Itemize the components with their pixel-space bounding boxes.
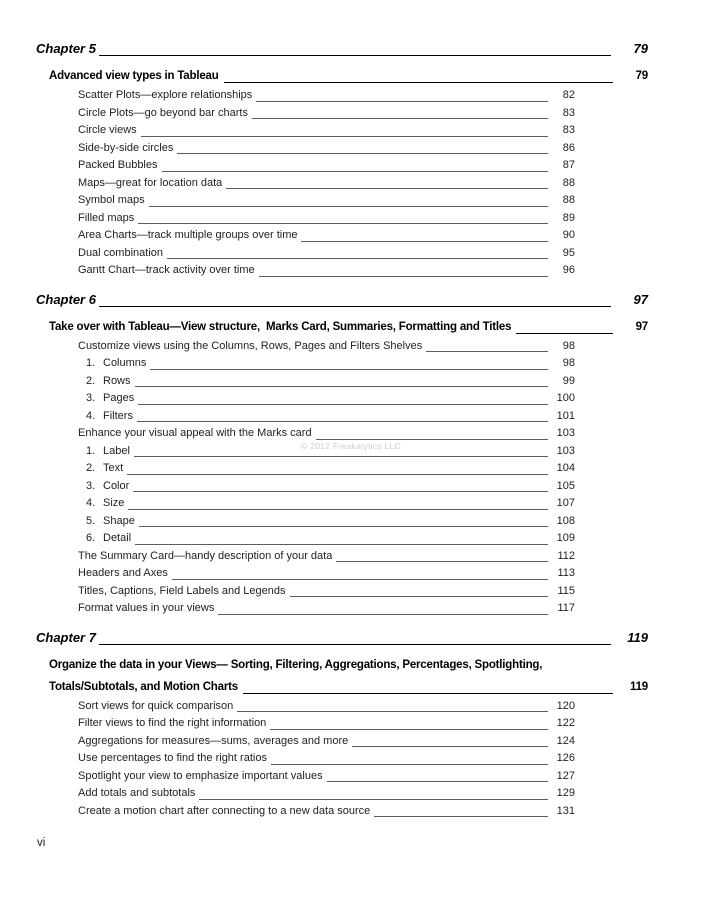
- entry-number: 3.: [86, 479, 96, 492]
- entry-label: Side-by-side circles: [78, 141, 174, 154]
- toc-entry-row: [78, 122, 575, 140]
- entry-page: 83: [562, 106, 575, 119]
- leader-line: [199, 799, 548, 800]
- entry-list: [78, 698, 575, 821]
- entry-list: [78, 338, 575, 618]
- entry-label: Shape: [103, 514, 135, 527]
- entry-page: 86: [562, 141, 575, 154]
- entry-number: 6.: [86, 532, 96, 544]
- entry-label: Packed Bubbles: [78, 159, 158, 171]
- leader-line: [138, 223, 548, 224]
- toc-entry-row: [78, 530, 575, 548]
- watermark: © 2012 Freakalytics LLC: [301, 441, 402, 451]
- entry-label: Filled maps: [78, 211, 135, 224]
- entry-page: 112: [557, 549, 575, 562]
- entry-number: 4.: [86, 497, 96, 509]
- toc-entry-row: [78, 803, 575, 821]
- heading-row: [49, 676, 648, 698]
- entry-page: 105: [556, 479, 575, 492]
- entry-page: 117: [557, 602, 575, 614]
- toc-entry-row: [78, 390, 575, 408]
- entry-label: Color: [103, 479, 130, 492]
- leader-line: [134, 456, 548, 457]
- entry-label: Text: [103, 462, 124, 474]
- entry-number: 2.: [86, 462, 96, 474]
- entry-label: Customize views using the Columns, Rows, Pages and Filters Shelves: [78, 339, 423, 352]
- toc-section: [36, 289, 720, 618]
- leader-line: [256, 101, 548, 102]
- entry-page: 107: [556, 497, 575, 509]
- entry-label: Circle Plots—go beyond bar charts: [78, 106, 248, 119]
- section-heading: [49, 654, 648, 698]
- heading-row: [49, 316, 648, 338]
- leader-line: [135, 386, 548, 387]
- entry-page: 126: [556, 752, 575, 764]
- toc-entry-row: [78, 733, 575, 751]
- leader-line: [259, 276, 548, 277]
- leader-line: [135, 544, 548, 545]
- entry-label: Detail: [103, 532, 132, 544]
- heading-line: Organize the data in your Views— Sorting, Filtering, Aggregations, Percentages, Spotlighting,: [49, 658, 543, 671]
- entry-label: Enhance your visual appeal with the Marks card: [78, 427, 312, 439]
- toc-entry-row: [78, 245, 575, 263]
- toc-entry-row: [78, 495, 575, 513]
- footer-page-number: vi: [37, 837, 46, 849]
- entry-page: 98: [562, 357, 575, 369]
- heading-page: 119: [630, 680, 648, 693]
- entry-label: Size: [103, 497, 125, 509]
- section-heading: [49, 316, 648, 338]
- leader-line: [167, 258, 548, 259]
- toc-entry-row: [78, 785, 575, 803]
- entry-page: 127: [556, 769, 575, 782]
- entry-page: 103: [556, 427, 575, 439]
- heading-row: [49, 65, 648, 87]
- leader-line: [99, 306, 611, 307]
- toc-entry-row: [78, 768, 575, 786]
- leader-line: [177, 153, 548, 154]
- leader-line: [141, 136, 548, 137]
- leader-line: [352, 746, 548, 747]
- chapter-label: Chapter 6: [36, 291, 96, 307]
- leader-line: [327, 781, 548, 782]
- entry-page: 115: [557, 584, 575, 597]
- entry-number: 1.: [86, 444, 96, 457]
- toc-entry-row: [78, 460, 575, 478]
- entry-number: 2.: [86, 374, 96, 387]
- leader-line: [150, 369, 548, 370]
- entry-page: 98: [562, 339, 575, 352]
- toc-entry-row: [78, 262, 575, 280]
- entry-label: Sort views for quick comparison: [78, 699, 234, 712]
- entry-page: 99: [562, 374, 575, 387]
- toc-entry-row: [78, 192, 575, 210]
- heading-page: 79: [635, 70, 648, 82]
- toc-entry-row: [78, 175, 575, 193]
- entry-number: 3.: [86, 392, 96, 404]
- chapter-row: [36, 627, 648, 649]
- entry-label: Label: [103, 444, 130, 457]
- chapter-row: [36, 289, 648, 311]
- entry-label: Scatter Plots—explore relationships: [78, 89, 253, 101]
- entry-page: 88: [562, 194, 575, 206]
- entry-label: The Summary Card—handy description of your data: [78, 549, 333, 562]
- toc-entry-row: [78, 227, 575, 245]
- leader-line: [243, 693, 613, 694]
- entry-page: 129: [556, 787, 575, 799]
- leader-line: [218, 614, 548, 615]
- entry-label: Area Charts—track multiple groups over time: [78, 229, 298, 241]
- leader-line: [224, 82, 613, 83]
- entry-number: 5.: [86, 514, 96, 527]
- entry-page: 113: [557, 567, 575, 579]
- leader-line: [516, 333, 613, 334]
- toc-entry-row: [78, 87, 575, 105]
- toc-entry-row: [78, 425, 575, 443]
- entry-label: Aggregations for measures—sums, averages and more: [78, 734, 349, 747]
- leader-line: [99, 644, 611, 645]
- leader-line: [237, 711, 548, 712]
- chapter-row: [36, 38, 648, 60]
- leader-line: [172, 579, 548, 580]
- entry-page: 120: [556, 699, 575, 712]
- entry-page: 109: [556, 532, 575, 544]
- toc-entry-row: [78, 583, 575, 601]
- chapter-label: Chapter 5: [36, 41, 96, 56]
- entry-page: 131: [556, 804, 575, 817]
- entry-page: 108: [556, 514, 575, 527]
- entry-label: Headers and Axes: [78, 567, 168, 579]
- toc-entry-row: [78, 565, 575, 583]
- leader-line: [290, 596, 549, 597]
- toc-entry-row: [78, 210, 575, 228]
- toc-entry-row: [78, 513, 575, 531]
- leader-line: [133, 491, 548, 492]
- entry-label: Format values in your views: [78, 602, 215, 614]
- leader-line: [137, 421, 548, 422]
- leader-line: [336, 561, 548, 562]
- leader-line: [162, 171, 549, 172]
- entry-page: 88: [562, 176, 575, 189]
- leader-line: [99, 55, 611, 56]
- toc-entry-row: [78, 698, 575, 716]
- entry-label: Dual combination: [78, 246, 163, 259]
- leader-line: [128, 509, 548, 510]
- entry-page: 95: [562, 246, 575, 259]
- toc-entry-row: [78, 548, 575, 566]
- toc-entry-row: [78, 338, 575, 356]
- section-heading: [49, 65, 648, 87]
- entry-page: 87: [562, 159, 575, 171]
- leader-line: [138, 404, 548, 405]
- leader-line: [271, 764, 548, 765]
- heading-label: Advanced view types in Tableau: [49, 70, 219, 82]
- leader-line: [374, 816, 548, 817]
- entry-label: Columns: [103, 357, 147, 369]
- toc-entry-row: [78, 373, 575, 391]
- toc-section: [36, 627, 720, 821]
- heading-label: Take over with Tableau—View structure, Marks Card, Summaries, Formatting and Titles: [49, 320, 512, 333]
- chapter-page: 119: [627, 629, 648, 645]
- toc-entry-row: [78, 478, 575, 496]
- entry-page: 83: [562, 124, 575, 136]
- entry-list: [78, 87, 575, 280]
- entry-label: Maps—great for location data: [78, 176, 223, 189]
- toc-entry-row: [78, 157, 575, 175]
- entry-label: Gantt Chart—track activity over time: [78, 264, 255, 276]
- entry-label: Spotlight your view to emphasize important values: [78, 769, 323, 782]
- entry-label: Use percentages to find the right ratios: [78, 752, 267, 764]
- leader-line: [426, 351, 548, 352]
- toc-entry-row: [78, 105, 575, 123]
- entry-label: Filters: [103, 409, 133, 422]
- leader-line: [226, 188, 548, 189]
- toc-entry-row: [78, 750, 575, 768]
- leader-line: [149, 206, 548, 207]
- toc-entry-row: [78, 715, 575, 733]
- leader-line: [252, 118, 548, 119]
- entry-number: 4.: [86, 409, 96, 422]
- entry-label: Symbol maps: [78, 194, 145, 206]
- leader-line: [301, 241, 548, 242]
- toc-section: [36, 38, 720, 280]
- toc-entry-row: [78, 140, 575, 158]
- leader-line: [316, 439, 548, 440]
- entry-page: 90: [562, 229, 575, 241]
- entry-label: Titles, Captions, Field Labels and Legends: [78, 584, 286, 597]
- chapter-page: 79: [633, 41, 648, 56]
- chapter-page: 97: [633, 291, 648, 307]
- entry-page: 103: [556, 444, 575, 457]
- entry-label: Circle views: [78, 124, 137, 136]
- entry-page: 122: [556, 717, 575, 729]
- leader-line: [270, 729, 548, 730]
- entry-page: 100: [556, 392, 575, 404]
- entry-number: 1.: [86, 357, 96, 369]
- toc-entry-row: [78, 600, 575, 618]
- heading-page: 97: [635, 320, 648, 333]
- toc-sections: [36, 38, 720, 820]
- leader-line: [127, 474, 548, 475]
- entry-label: Pages: [103, 392, 135, 404]
- toc-entry-row: [78, 355, 575, 373]
- entry-page: 96: [562, 264, 575, 276]
- entry-label: Filter views to find the right information: [78, 717, 267, 729]
- leader-line: [139, 526, 548, 527]
- heading-label: Totals/Subtotals, and Motion Charts: [49, 680, 238, 693]
- entry-label: Create a motion chart after connecting to a new data source: [78, 804, 371, 817]
- entry-page: 101: [556, 409, 575, 422]
- chapter-label: Chapter 7: [36, 629, 96, 645]
- entry-page: 89: [562, 211, 575, 224]
- entry-page: 104: [556, 462, 575, 474]
- entry-label: Rows: [103, 374, 131, 387]
- toc-entry-row: [78, 408, 575, 426]
- entry-label: Add totals and subtotals: [78, 787, 196, 799]
- entry-page: 124: [556, 734, 575, 747]
- entry-page: 82: [562, 89, 575, 101]
